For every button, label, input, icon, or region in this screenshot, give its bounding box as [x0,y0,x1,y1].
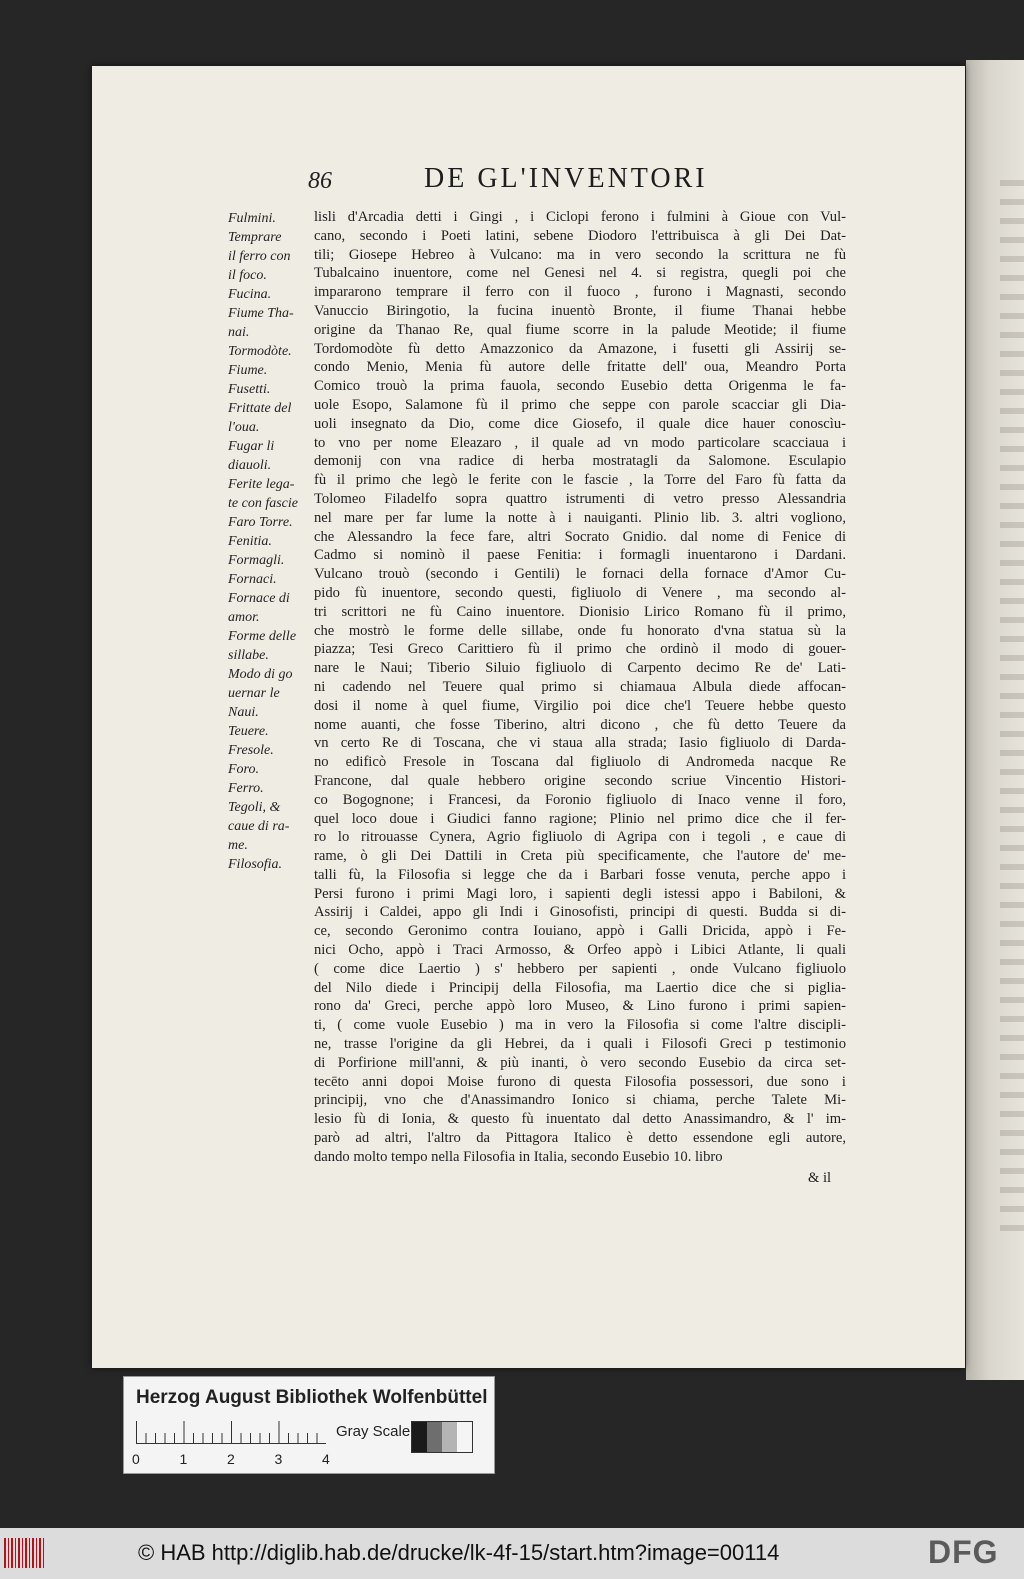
margin-note: Tegoli, & [228,800,281,815]
gray-scale-bar [411,1421,473,1453]
page-number: 86 [308,168,332,194]
margin-note: Teuere. [228,724,269,739]
margin-note: diauoli. [228,458,272,473]
text-line: tri scrittori ne fù Caino inuentore. Dionisio Lirico Romano fù il primo, [314,603,846,620]
text-line: ro lo ritrouasse Cynera, Agrio figliuolo di Agripa con i tegoli , e caue di [314,829,846,846]
text-line: Cadmo si nominò il paese Fenitia: i formagli inuentarono i Dardani. [314,547,846,564]
gray-scale-label: Gray Scale [336,1423,411,1440]
text-line: Tolomeo Filadelfo sopra quattro istrumenti di vetro presso Alessandria [314,490,846,507]
margin-note: Fugar li [228,439,275,454]
text-line: Assirij i Caldei, appo gli Indi i Ginosofisti, principi di questi. Budda si di- [314,904,846,921]
ruler-label: 2 [227,1451,235,1467]
margin-note: Ferite lega- [228,477,295,492]
text-line: Vulcano trouò (secondo i Gentili) le fornaci della fornace d'Amor Cu- [314,566,846,583]
text-line: pido fù inuentore, secondo questi, figliuolo di Venere , ma secondo al- [314,584,846,601]
margin-note: Filosofia. [228,857,283,872]
margin-notes [228,209,312,874]
text-line: che Alessandro la fece fare, altri Socrato Gnidio. dal nome di Fenice di [314,528,846,545]
footer-bar [0,1528,1024,1579]
margin-note: Fornaci. [228,572,277,587]
margin-note: Formagli. [228,553,285,568]
margin-note: il ferro con [228,249,291,264]
gray-swatch [412,1422,427,1452]
text-line: Persi furono i primi Magi loro, i sapienti degli istessi appo i Babiloni, & [314,885,846,902]
text-line: lisli d'Arcadia detti i Gingi , i Ciclopi ferono i fulmini à Gioue con Vul- [314,209,846,225]
text-line: nel mare per far lume la notte à i nauiganti. Plinio lib. 3. altri vogliono, [314,509,846,526]
text-line: del Nilo diede i Principij della Filosofia, ma Laertio dice che si piglia- [314,979,846,996]
footer-url[interactable]: © HAB http://diglib.hab.de/drucke/lk-4f-15/start.htm?image=00114 [138,1540,780,1565]
text-line: parò ad altri, l'altro da Pittagora Italico è detto essendone egli autore, [314,1130,846,1147]
margin-note: Fucina. [228,287,272,302]
margin-note: uernar le [228,686,280,701]
margin-note: sillabe. [228,648,269,663]
text-line: ( come dice Laertio ) s' hebbero per sapienti , onde Vulcano figliuolo [314,960,846,977]
text-line: Comico trouò la prima fauola, secondo Eusebio detta Origenma le fa- [314,378,846,395]
ruler-label: 1 [179,1451,188,1467]
margin-note: Faro Torre. [228,515,293,530]
text-line: piazza; Tesi Greco Carittiero fù il primo che ordinò il modo di gouer- [314,641,846,658]
text-line: no edificò Fresole in Toscana dal figliuolo di Andromeda nacque Re [314,754,846,771]
text-line: impararono temprare il ferro con il fuoco , furono i Magnasti, secondo [314,284,846,301]
margin-note: Temprare [228,230,282,245]
barcode-icon [4,1538,44,1568]
margin-note: Naui. [228,705,259,720]
adjacent-page-text [1000,180,1024,1240]
margin-note: l'oua. [228,420,260,435]
margin-note: Fornace di [228,591,290,606]
margin-note: il foco. [228,268,267,283]
text-line: condo Menio, Menia fù autore delle fritatte dell' oua, Meandro Porta [314,359,846,376]
text-line: demonij con vna radice di herba mostratagli da Salomone. Esculapio [314,453,846,470]
margin-note: Modo di go [228,667,293,682]
margin-note: nai. [228,325,250,340]
text-line: ni cadendo nel Teuere qual primo si chiamaua Albula diede affocan- [314,678,846,695]
text-line: origine da Thanao Re, qual fiume scorre in la palude Meotide; il fiume [314,321,846,338]
margin-note: Fiume Tha- [228,306,294,321]
text-line: cano, secondo i Poeti latini, sebene Diodoro l'ettribuisca à gli Dei Dat- [314,227,846,244]
margin-note: Fenitia. [228,534,272,549]
text-line: Tubalcaino inuentore, come nel Genesi nel 4. si registra, quegli poi che [314,265,846,282]
text-line: Francone, dal quale hebbero origine secondo scriue Vincentio Histori- [314,772,846,789]
text-line: quel loco doue i Giudici fanno ragione; Plinio nel primo dice che il fer- [314,810,846,827]
text-line: rono da' Greci, perche appò loro Museo, & Lino furono i primi sapien- [314,998,846,1015]
text-line: ti, ( come vuole Eusebio ) ma in vero la Filosofia si come l'altre discipli- [314,1017,846,1034]
margin-note: Fresole. [228,743,274,758]
ruler-label: 0 [132,1451,140,1467]
catchword: & il [808,1170,832,1186]
text-line: che mostrò le forme delle sillabe, onde fu honorato d'vna statua sù la [314,622,846,639]
text-line: vn certo Re di Toscana, che vi staua alla strada; Iasio figliuolo di Darda- [314,735,846,752]
text-line: talli fù, la Filosofia si legge che da i Barbari fosse venuta, perche appo i [314,866,846,883]
margin-note: amor. [228,610,260,625]
text-line: principij, vno che d'Anassimandro Ionico si chiama, perche Talete Mi- [314,1092,846,1109]
text-line: ce, secondo Geronimo contra Iouiano, appò i Galli Dricida, appò i Fe- [314,923,846,940]
ruler-label: 3 [274,1451,283,1467]
margin-note: Frittate del [228,401,292,416]
ruler-label: 4 [322,1451,330,1467]
text-line: uoli insegnato da Dio, come dice Giosefo, il quale dice hauer conoscìu- [314,415,846,432]
library-name: Herzog August Bibliothek Wolfenbüttel [136,1387,488,1408]
text-line: fù il primo che legò le ferite con le fascie , la Torre del Faro fù fatta da [314,472,846,489]
text-line: co Bogognone; i Francesi, da Foronio figliuolo di Inaco venne il foro, [314,791,846,808]
running-head: DE GL'INVENTORI [424,163,708,194]
margin-note: Foro. [228,762,259,777]
text-line: to vno per nome Eleazaro , il quale ad vn modo particolare scacciaua i [314,434,846,451]
text-line: lesio fù di Ionia, & questo fù inuentato dal detto Anassimandro, & l' im- [314,1111,846,1128]
library-card [123,1376,495,1474]
text-line: Tordomodòte fù detto Amazzonico da Amazone, i fusetti gli Assirij se- [314,340,846,357]
ruler-major-ticks [136,1421,326,1443]
text-line: dando molto tempo nella Filosofia in Italia, secondo Eusebio 10. libro [314,1148,723,1165]
margin-note: me. [228,838,248,853]
text-line: nare le Naui; Tiberio Siluio figliuolo di Carpento decimo Re de' Lati- [314,660,846,677]
gray-swatch [427,1422,442,1452]
margin-note: caue di ra- [228,819,290,834]
text-line: nici Ocho, appò i Traci Armosso, & Orfeo appò i Libici Atlante, li quali [314,942,846,959]
text-line: tecēto anni dopoi Moise furono di questa Filosofia possessori, due sono i [314,1073,846,1090]
gray-swatch [442,1422,457,1452]
dfg-logo: DFG [928,1534,999,1570]
text-line: dosi il nome à quel fiume, Virgilio poi dice che'l Teuere hebbe questo [314,697,846,714]
margin-note: Fiume. [228,363,268,378]
text-line: nome auanti, che fosse Tiberino, altri dicono , che fù detto Teuere da [314,716,846,733]
margin-note: Tormodòte. [228,344,292,359]
text-line: rame, ò gli Dei Dattili in Creta più specificamente, che l'autore de' me- [314,848,846,865]
text-line: Vanuccio Biringotio, la fucina inuentò Bronte, il fiume Thanai hebbe [314,302,846,319]
margin-note: te con fascie [228,496,298,511]
margin-note: Fulmini. [228,211,276,226]
text-line: tili; Giosepe Hebreo à Vulcano: ma in vero secondo la scrittura ne fù [314,246,846,263]
margin-note: Fusetti. [228,382,271,397]
text-line: uole Esopo, Salamone fù il primo che seppe con parole scacciar gli Dia- [314,396,846,413]
text-line: di Porfirione mill'anni, & più inanti, ò vero secondo Eusebio da circa set- [314,1054,846,1071]
gray-swatch [457,1422,472,1452]
margin-note: Forme delle [228,629,297,644]
text-line: ne, trasse l'origine da gli Hebrei, da i quali i Filosofi Greci p testimonio [314,1036,846,1053]
body-text [314,208,846,1167]
margin-note: Ferro. [228,781,264,796]
